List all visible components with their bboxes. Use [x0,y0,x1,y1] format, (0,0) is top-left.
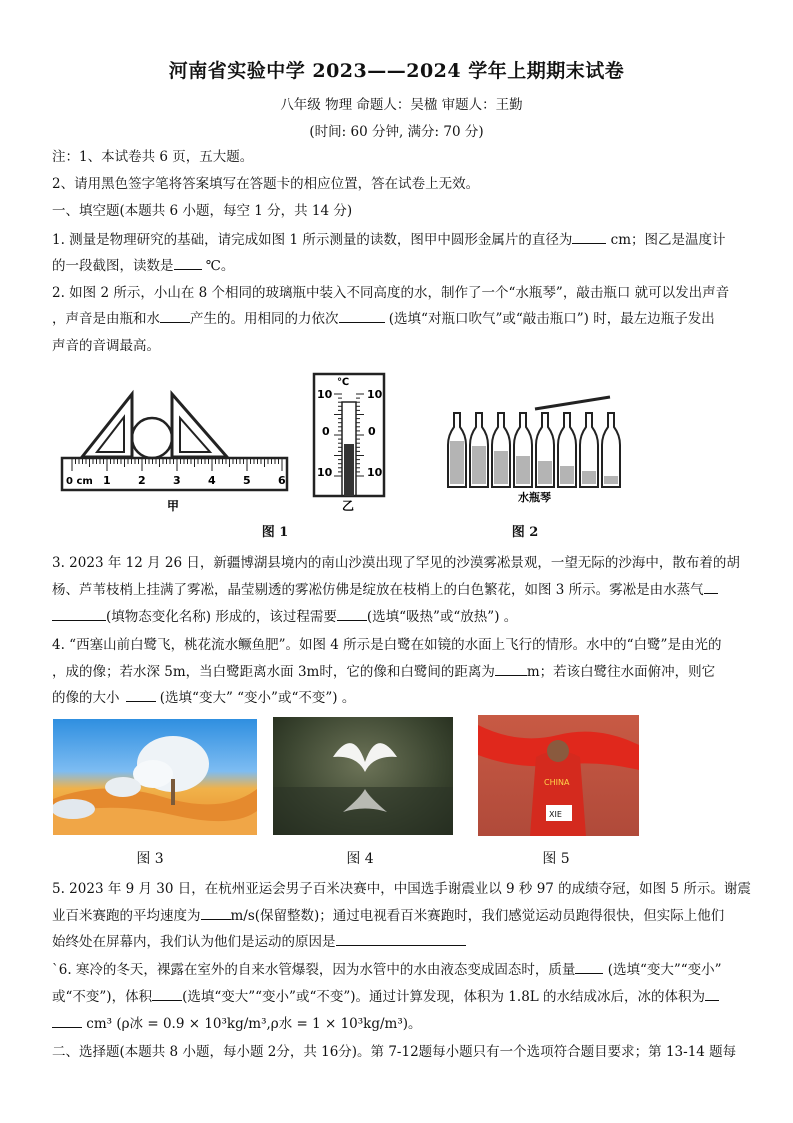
q4-line-1: 4. “西塞山前白鹭飞，桃花流水鳜鱼肥”。如图 4 所示是白鹭在如镜的水面上飞行的情形。水中的“白鹭”是由光的 [52,637,722,653]
exam-time: (时间: 60 分钟, 满分: 70 分) [309,124,484,140]
q4-line-3 [52,686,752,711]
q6-line-1 [52,958,752,983]
bib-text: XIE [549,810,562,819]
bottle-water [560,466,574,484]
thermo-tick-zero-right: 0 [368,425,376,438]
note-1: 注：1、本试卷共 6 页，五大题。 [52,149,254,165]
figure-1-caption: 图 1 [261,525,289,540]
q4-text-b: ，成的像；若水深 5m，当白鹭距离水面 3m时，它的像和白鹭间的距离为 [52,664,495,680]
thermo-tick-bottom: 10 [317,466,333,479]
q3-text-d: (选填“吸热”或“放热”) 。 [366,609,518,625]
shirt-text: CHINA [544,778,570,787]
q3-line-1: 3. 2023 年 12 月 26 日，新疆博湖县境内的南山沙漠出现了罕见的沙漠雾凇景观，一望无际的沙海中，散布着的胡 [52,555,740,571]
q1-text-d: ℃。 [201,258,235,274]
q6-line-2 [52,985,752,1010]
bottle-water [472,446,486,484]
desert-rime-scene [53,719,257,835]
q3-blank-2 [337,606,367,621]
q6-text-d: (选填“变大”“变小”或“不变”)。通过计算发现，体积为 1.8L 的水结成冰后，冰的体积为 [182,989,706,1005]
q6-blank-3a [705,986,719,1001]
ruler-number: 5 [243,474,251,487]
figure-5-photo [478,715,639,836]
q3-blank-1b [52,606,106,621]
q2-line-2 [52,307,752,332]
q3-line-2 [52,578,752,603]
q3-line-3 [52,605,752,630]
q3-text-c: (填物态变化名称) 形成的，该过程需要 [106,609,337,625]
ruler-label: 甲 [167,499,180,512]
q2-text-b: ，声音是由瓶和水 [52,311,160,327]
ruler-number: 4 [208,474,216,487]
q2-text-d: (选填“对瓶口吹气”或“敲击瓶口”) 时，最左边瓶子发出 [384,311,715,327]
bottle [602,413,620,487]
q6-blank-2 [152,986,182,1001]
ruler-unit-label: 0 cm [66,476,93,487]
thermo-tick-top-right: 10 [367,388,383,401]
q1-text-c: 的一段截图，读数是 [52,258,174,274]
q6-blank-1 [575,959,603,974]
q5-blank-1 [201,905,231,920]
q2-line-3: 声音的音调最高。 [52,338,160,354]
q5-line-1: 5. 2023 年 9 月 30 日，在杭州亚运会男子百米决赛中，中国选手谢震业以 9 秒 97 的成绩夺冠，如图 5 所示。谢震 [52,881,751,897]
figure-4-photo [273,717,453,835]
striking-stick [535,397,610,409]
q6-blank-3b [52,1013,82,1028]
q4-line-2 [52,660,752,685]
q2-line-1: 2. 如图 2 所示，小山在 8 个相同的玻璃瓶中装入不同高度的水，制作了一个“水瓶琴”，敲击瓶口 就可以发出声音 [52,285,730,301]
ruler-number: 1 [103,474,111,487]
section-2-heading: 二、选择题(本题共 8 小题，每小题 2分，共 16分)。第 7-12题每小题只有一个选项符合题目要求；第 13-14 题每 [52,1044,737,1060]
q4-text-c: m；若该白鹭往水面俯冲，则它 [526,664,716,680]
figure-1 [52,372,397,512]
q4-blank-1 [495,661,527,676]
q1-text-a: 1. 测量是物理研究的基础，请完成如图 1 所示测量的读数，图甲中圆形金属片的直径为 [52,232,573,248]
ruler-number: 2 [138,474,146,487]
thermo-tick-bottom-right: 10 [367,466,383,479]
q4-blank-2 [126,687,156,702]
bottle-water [538,461,552,484]
q1-line-2 [52,254,752,279]
q5-text-b: 业百米赛跑的平均速度为 [52,908,201,924]
q1-text-b: cm；图乙是温度计 [606,232,726,248]
thermo-unit: ℃ [337,377,350,388]
exam-subtitle: 八年级 物理 命题人：吴楹 审题人：王勤 [280,97,523,113]
figure-2-caption: 图 2 [511,525,539,540]
metal-disk [132,418,172,458]
bottle-water [582,471,596,484]
thermometer-liquid [344,444,354,496]
q5-text-d: 始终处在屏幕内，我们认为他们是运动的原因是 [52,934,336,950]
athlete-scene [478,715,639,836]
exam-title: 河南省实验中学 2023——2024 学年上期期末试卷 [168,60,625,82]
q4-text-d: 的像的大小 [52,690,120,706]
ruler-number: 3 [173,474,181,487]
bottle-water [604,476,618,484]
figure-3-caption: 图 3 [136,851,164,867]
thermo-tick-top: 10 [317,388,333,401]
q1-line-1 [52,228,752,253]
q2-blank-2 [339,308,385,323]
q3-text-b: 杨、芦苇枝梢上挂满了雾凇，晶莹剔透的雾凇仿佛是绽放在枝梢上的白色繁花，如图 3 所示。雾凇是由水蒸气 [52,582,704,598]
q5-text-c: m/s(保留整数)；通过电视看百米赛跑时，我们感觉运动员跑得很快，但实际上他们 [230,908,725,924]
q5-blank-2 [336,931,466,946]
set-square-right-inner [180,418,210,452]
figure-5-caption: 图 5 [542,851,570,867]
section-1-heading: 一、填空题(本题共 6 小题，每空 1 分，共 14 分) [52,203,353,219]
q6-text-a: `6. 寒冷的冬天，裸露在室外的自来水管爆裂，因为水管中的水由液态变成固态时，质量 [52,962,576,978]
note-2: 2、请用黑色签字笔将答案填写在答题卡的相应位置，答在试卷上无效。 [52,176,480,192]
figure-2 [440,395,630,505]
q2-text-c: 产生的。用相同的力依次 [190,311,339,327]
bottle-water [516,456,530,484]
egret-scene [273,717,453,835]
q6-line-3 [52,1012,752,1037]
ruler-number: 6 [278,474,286,487]
thermometer-label: 乙 [342,499,355,512]
q6-text-e: cm³ (ρ冰 = 0.9 × 10³kg/m³,ρ水 = 1 × 10³kg/m³)。 [82,1016,422,1032]
q2-blank-1 [160,308,190,323]
q1-blank-2 [174,255,202,270]
figure-4-caption: 图 4 [346,851,374,867]
q5-line-3 [52,930,752,955]
figure-2-label: 水瓶琴 [518,491,551,504]
bottle-water [494,451,508,484]
q6-text-c: 或“不变”)，体积 [52,989,153,1005]
q4-text-e: (选填“变大” “变小”或“不变”) 。 [155,690,356,706]
q3-blank-1a [704,579,718,594]
bottle-water [450,441,464,484]
thermo-tick-zero: 0 [322,425,330,438]
q6-text-b: (选填“变大”“变小” [603,962,722,978]
q5-line-2 [52,904,752,929]
q1-blank-1 [572,229,606,244]
figure-3-photo [53,719,257,835]
